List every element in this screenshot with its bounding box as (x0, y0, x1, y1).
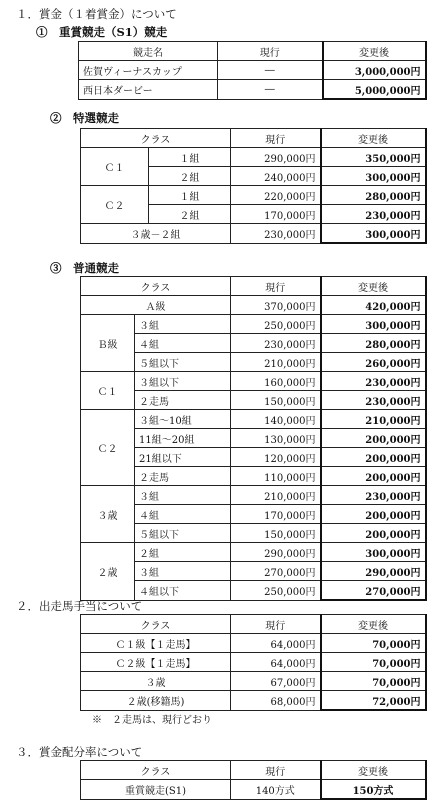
class-sub: １組 (149, 148, 231, 167)
col-header: 現行 (218, 42, 323, 61)
current-value: 64,000円 (231, 634, 321, 653)
class-sub: ３組 (135, 315, 231, 334)
class-label: Ｃ１級【１走馬】 (81, 634, 231, 653)
race-name: 西日本ダービー (79, 80, 218, 100)
class-label: Ｃ２級【１走馬】 (81, 653, 231, 672)
new-value: 230,000円 (321, 372, 426, 391)
class-sub: ３組～10組 (135, 410, 231, 429)
current-value: ― (218, 80, 323, 100)
new-value: 420,000円 (321, 296, 426, 315)
table-row (81, 372, 426, 391)
class-group: Ｂ級 (81, 315, 135, 372)
table-row (81, 296, 426, 315)
current-value: 170,000円 (231, 205, 321, 224)
new-value: 300,000円 (321, 224, 426, 244)
table-row (79, 61, 426, 80)
new-value: 200,000円 (321, 448, 426, 467)
table-row (79, 80, 426, 100)
current-value: 220,000円 (231, 186, 321, 205)
table-row (81, 486, 426, 505)
col-header: 現行 (231, 615, 321, 634)
table-row (81, 148, 426, 167)
table-row (81, 543, 426, 562)
col-header: 変更後 (321, 129, 426, 148)
new-value: 200,000円 (321, 524, 426, 543)
current-value: 150,000円 (231, 524, 321, 543)
sub1-title: ① 重賞競走（S1）競走 (36, 25, 168, 39)
new-value: 300,000円 (321, 167, 426, 186)
col-header: クラス (81, 761, 231, 780)
race-name: 佐賀ヴィーナスカップ (79, 61, 218, 80)
current-value: 140,000円 (231, 410, 321, 429)
new-value: 200,000円 (321, 467, 426, 486)
s3-table (80, 276, 427, 601)
class-sub: ２走馬 (135, 391, 231, 410)
class-sub: ２組 (135, 543, 231, 562)
new-value: 230,000円 (321, 205, 426, 224)
class-group: Ｃ２ (81, 410, 135, 486)
class-group: Ｃ１ (81, 148, 149, 186)
class-sub: ４組 (135, 505, 231, 524)
new-value: 5,000,000円 (323, 80, 426, 100)
new-value: 280,000円 (321, 186, 426, 205)
class-label: ２歳(移籍馬) (81, 691, 231, 711)
table-row (81, 780, 426, 800)
new-value: 70,000円 (321, 672, 426, 691)
current-value: 140方式 (231, 780, 321, 800)
class-sub: 21組以下 (135, 448, 231, 467)
col-header: 変更後 (321, 615, 426, 634)
class-sub: ２組 (149, 205, 231, 224)
current-value: 250,000円 (231, 315, 321, 334)
new-value: 72,000円 (321, 691, 426, 711)
s2-table (80, 128, 427, 244)
current-value: 170,000円 (231, 505, 321, 524)
section2-title: ２．出走馬手当について (16, 599, 143, 613)
col-header: 現行 (231, 761, 321, 780)
class-sub: ３組 (135, 562, 231, 581)
sub2-title: ② 特選競走 (50, 111, 119, 125)
table-row (81, 691, 426, 711)
current-value: 150,000円 (231, 391, 321, 410)
new-value: 230,000円 (321, 391, 426, 410)
col-header: 変更後 (321, 277, 426, 296)
class-sub: ５組以下 (135, 524, 231, 543)
class-group: ３歳－２組 (81, 224, 231, 244)
new-value: 260,000円 (321, 353, 426, 372)
class-sub: ４組以下 (135, 581, 231, 601)
class-group: ３歳 (81, 486, 135, 543)
table-row (81, 410, 426, 429)
class-sub: ５組以下 (135, 353, 231, 372)
col-header: クラス (81, 277, 231, 296)
section1-title: １．賞金（１着賞金）について (16, 7, 177, 21)
table-row (81, 315, 426, 334)
current-value: 270,000円 (231, 562, 321, 581)
s1-table (78, 41, 427, 100)
class-sub: ２組 (149, 167, 231, 186)
current-value: 68,000円 (231, 691, 321, 711)
new-value: 200,000円 (321, 429, 426, 448)
table-row (81, 634, 426, 653)
new-value: 3,000,000円 (323, 61, 426, 80)
new-value: 70,000円 (321, 634, 426, 653)
current-value: 110,000円 (231, 467, 321, 486)
table-row (81, 653, 426, 672)
section3-title: ３．賞金配分率について (16, 745, 143, 759)
class-group: ２歳 (81, 543, 135, 601)
new-value: 350,000円 (321, 148, 426, 167)
current-value: 130,000円 (231, 429, 321, 448)
current-value: 210,000円 (231, 353, 321, 372)
table-row (81, 224, 426, 244)
class-group: Ａ級 (81, 296, 231, 315)
new-value: 200,000円 (321, 505, 426, 524)
col-header: 変更後 (323, 42, 426, 61)
class-sub: ２走馬 (135, 467, 231, 486)
class-sub: ３組以下 (135, 372, 231, 391)
new-value: 230,000円 (321, 486, 426, 505)
class-sub: ３組 (135, 486, 231, 505)
class-group: Ｃ２ (81, 186, 149, 224)
current-value: 250,000円 (231, 581, 321, 601)
current-value: 120,000円 (231, 448, 321, 467)
col-header: 現行 (231, 129, 321, 148)
col-header: 変更後 (321, 761, 426, 780)
new-value: 280,000円 (321, 334, 426, 353)
sub3-title: ③ 普通競走 (50, 261, 119, 275)
col-header: クラス (81, 615, 231, 634)
footnote: ※ ２走馬は、現行どおり (92, 715, 212, 726)
col-header: 競走名 (79, 42, 218, 61)
new-value: 150方式 (321, 780, 426, 800)
class-sub: ４組 (135, 334, 231, 353)
new-value: 290,000円 (321, 562, 426, 581)
col-header: クラス (81, 129, 231, 148)
col-header: 現行 (231, 277, 321, 296)
new-value: 300,000円 (321, 315, 426, 334)
new-value: 300,000円 (321, 543, 426, 562)
class-sub: 11組～20組 (135, 429, 231, 448)
current-value: ― (218, 61, 323, 80)
current-value: 370,000円 (231, 296, 321, 315)
current-value: 290,000円 (231, 148, 321, 167)
current-value: 230,000円 (231, 224, 321, 244)
current-value: 230,000円 (231, 334, 321, 353)
current-value: 240,000円 (231, 167, 321, 186)
new-value: 70,000円 (321, 653, 426, 672)
current-value: 210,000円 (231, 486, 321, 505)
new-value: 270,000円 (321, 581, 426, 601)
current-value: 160,000円 (231, 372, 321, 391)
new-value: 210,000円 (321, 410, 426, 429)
class-sub: １組 (149, 186, 231, 205)
table-row (81, 672, 426, 691)
class-group: Ｃ１ (81, 372, 135, 410)
current-value: 67,000円 (231, 672, 321, 691)
current-value: 290,000円 (231, 543, 321, 562)
class-label: 重賞競走(S1) (81, 780, 231, 800)
s3-ratio-table (80, 760, 427, 800)
table-row (81, 186, 426, 205)
current-value: 64,000円 (231, 653, 321, 672)
s2-allowance-table (80, 614, 427, 711)
class-label: ３歳 (81, 672, 231, 691)
